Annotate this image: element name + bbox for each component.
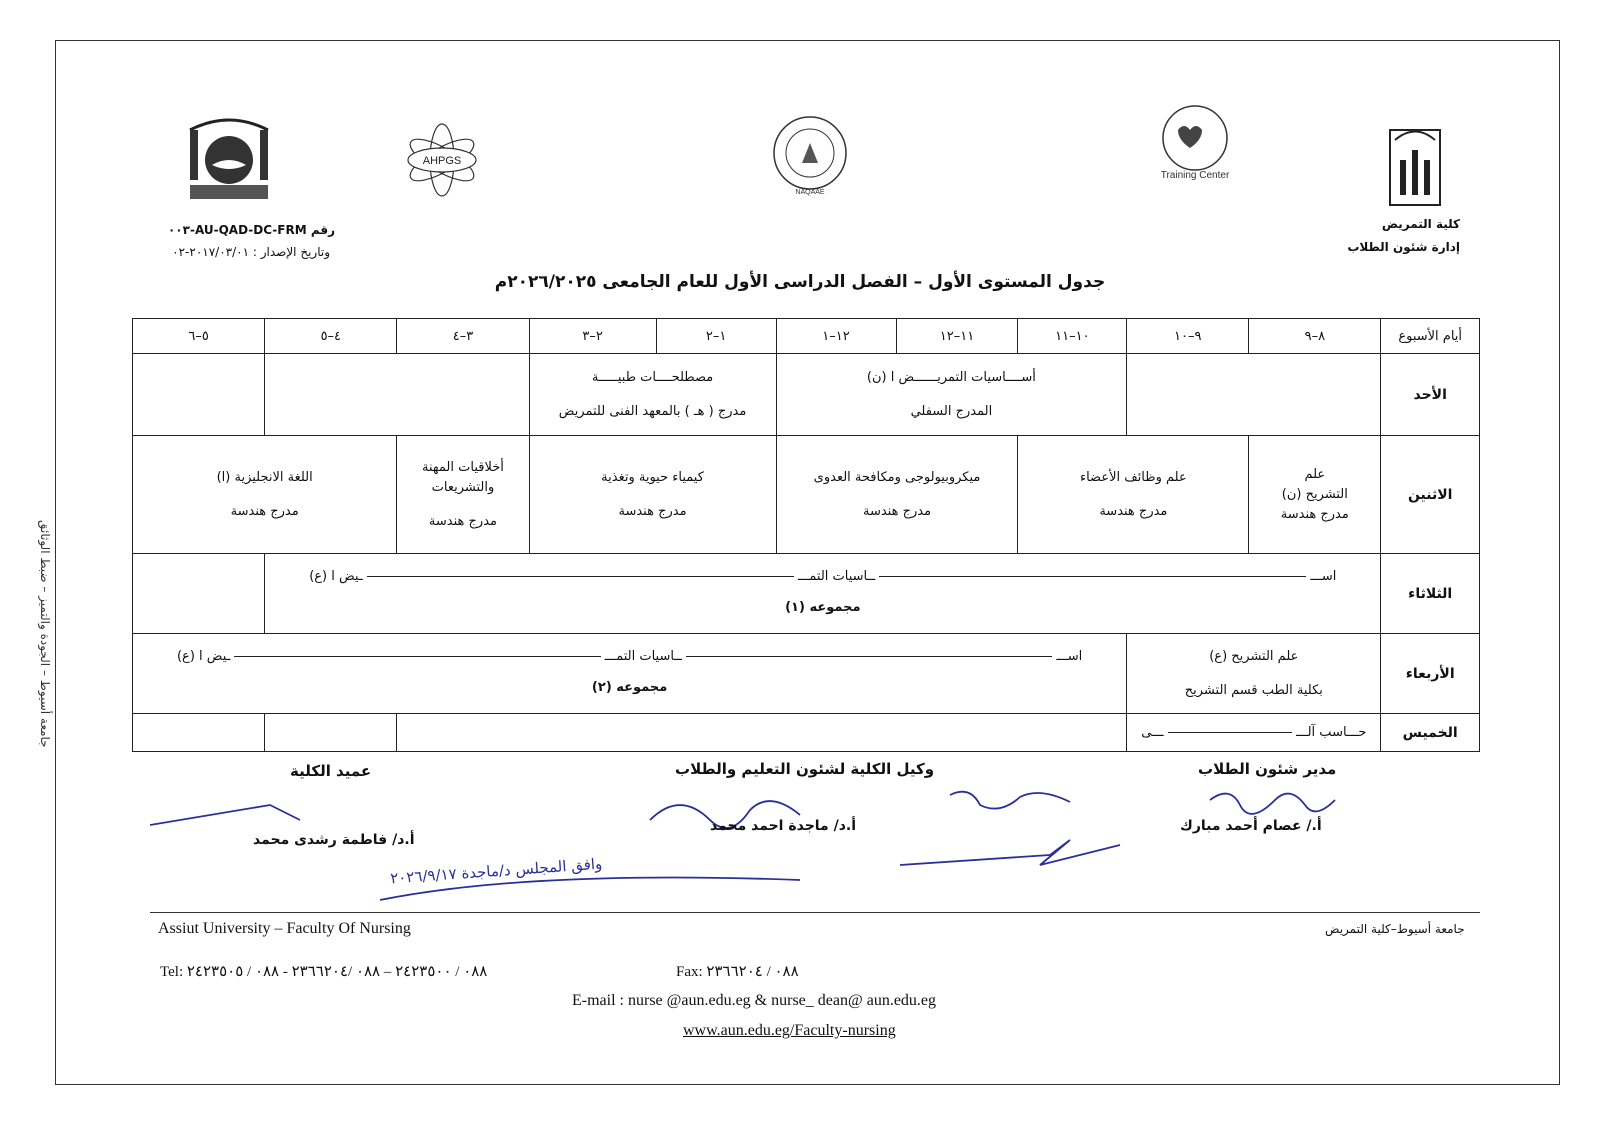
course-name: اللغة الانجليزية (ا) [216, 469, 313, 485]
day-label-sunday: الأحد [1381, 354, 1480, 436]
empty-cell [397, 714, 1127, 752]
course-name-part: ــاسيات التمـــ [797, 569, 876, 584]
course-name-part: ـــى [1141, 725, 1164, 740]
room-name: مدرج هندسة [862, 503, 932, 519]
time-slot: ٣–٤ [397, 319, 529, 354]
day-label-monday: الاثنين [1381, 436, 1480, 554]
corner-cell: أيام الأسبوع [1381, 319, 1480, 354]
signature-committee-2 [900, 840, 1120, 865]
course-name-part: اســـ [1310, 569, 1337, 584]
group-label: مجموعه (٢) [591, 680, 668, 695]
course-name-stretched [137, 649, 1122, 664]
course-name-stretched [1131, 725, 1376, 740]
empty-cell [265, 714, 397, 752]
empty-cell [265, 354, 529, 436]
footer-website-link[interactable]: www.aun.edu.eg/Faculty-nursing [683, 1022, 896, 1039]
course-name: كيمياء حيوية وتغذية [601, 469, 704, 485]
course-name: أســــاسيات التمريــــــض ا (ن) [866, 369, 1036, 385]
student-affairs-name: أ./ عصام أحمد مبارك [1180, 818, 1322, 834]
time-slot: ٥–٦ [133, 319, 265, 354]
monday-biochem-cell [529, 436, 776, 554]
room-name: مدرج ( هـ ) بالمعهد الفنى للتمريض [558, 403, 747, 419]
footer-university-en: Assiut University – Faculty Of Nursing [158, 920, 411, 937]
course-name-part: ـيض ا (ع) [309, 569, 363, 584]
course-name: علم [1304, 466, 1326, 482]
dean-title: عميد الكلية [290, 762, 372, 780]
issue-date: وتاريخ الإصدار : ٢٠١٧/٠٣/٠١-٠٢ [172, 245, 330, 259]
group-label: مجموعه (١) [785, 600, 861, 615]
training-center-logo [1150, 100, 1240, 180]
wednesday-row [133, 634, 1480, 714]
vice-dean-title: وكيل الكلية لشئون التعليم والطلاب [675, 760, 935, 778]
footer-fax: Fax: ٠٨٨ / ٢٣٦٦٢٠٤ [676, 964, 799, 980]
monday-anatomy-cell [1249, 436, 1381, 554]
footer-email[interactable]: E-mail : nurse @aun.edu.eg & nurse_ dean@ aun.edu.eg [572, 992, 937, 1009]
course-name-part: ـيض ا (ع) [176, 649, 231, 664]
empty-cell [1127, 354, 1381, 436]
day-label-thursday: الخميس [1381, 714, 1480, 752]
vice-dean-name: أ.د/ ماجدة احمد محمد [710, 818, 856, 834]
tuesday-row [133, 554, 1480, 634]
sunday-nursing-basics-cell [776, 354, 1127, 436]
day-label-wednesday: الأربعاء [1381, 634, 1480, 714]
time-header-row [133, 319, 1480, 354]
sunday-medical-terms-cell [529, 354, 776, 436]
time-slot: ٩–١٠ [1127, 319, 1249, 354]
sunday-row [133, 354, 1480, 436]
wednesday-nursing-basics-cell [133, 634, 1127, 714]
assiut-university-logo [1385, 125, 1445, 210]
course-name-part: اســـ [1056, 649, 1083, 664]
empty-cell [133, 554, 265, 634]
tuesday-nursing-basics-cell [265, 554, 1381, 634]
dean-name: أ.د/ فاطمة رشدى محمد [253, 832, 415, 848]
college-name: كلية التمريض [1381, 217, 1460, 231]
footer-divider [150, 912, 1480, 913]
time-slot: ٨–٩ [1249, 319, 1381, 354]
handwritten-signatures [150, 780, 1400, 920]
course-name: علم وظائف الأعضاء [1079, 469, 1187, 485]
empty-cell [133, 714, 265, 752]
signature-committee [950, 792, 1070, 809]
schedule-title: جدول المستوى الأول – الفصل الدراسى الأول للعام الجامعى ٢٠٢٦/٢٠٢٥م [494, 272, 1106, 292]
monday-row [133, 436, 1480, 554]
time-slot: ١١–١٢ [896, 319, 1018, 354]
student-affairs-title: مدير شئون الطلاب [1198, 760, 1337, 778]
time-slot: ١٢–١ [776, 319, 896, 354]
handwritten-approval-note: وافق المجلس د/ماجدة ٢٠٢٦/٩/١٧ [389, 854, 603, 888]
time-slot: ٤–٥ [265, 319, 397, 354]
course-name: ميكروبيولوجى ومكافحة العدوى [813, 469, 981, 485]
signature-student-affairs [1210, 794, 1335, 814]
svg-text:NAQAAE: NAQAAE [795, 189, 825, 196]
svg-text:Training Center: Training Center [1160, 170, 1230, 180]
form-number: رقم AU-QAD-DC-FRM-٠٠٣ [167, 223, 335, 237]
day-label-tuesday: الثلاثاء [1381, 554, 1480, 634]
course-name: التشريح (ن) [1281, 486, 1348, 502]
course-name-part: حـــاسب آلـــ [1296, 725, 1367, 740]
footer-university-ar: جامعة أسيوط–كلية التمريض [1325, 922, 1465, 936]
course-name: علم التشريح (ع) [1209, 648, 1299, 664]
course-name-part: ــاسيات التمـــ [604, 649, 682, 664]
room-name: مدرج هندسة [618, 503, 687, 519]
thursday-row [133, 714, 1480, 752]
wednesday-anatomy-cell [1127, 634, 1381, 714]
monday-physiology-cell [1018, 436, 1249, 554]
signature-dean [150, 805, 300, 825]
department-name: إدارة شئون الطلاب [1347, 240, 1460, 254]
room-name: مدرج هندسة [428, 513, 497, 529]
empty-cell [133, 354, 265, 436]
footer-tel: Tel: ٠٨٨ / ٢٤٢٣٥٠٠ – ٠٨٨ /٢٣٦٦٢٠٤ - ٠٨٨ / ٢٤٢٣٥٠٥ [160, 964, 488, 980]
side-stamp: جامعة أسيوط – الجودة والتميز – ضبط الوثائق [38, 520, 52, 748]
time-slot: ٢–٣ [529, 319, 656, 354]
naqaae-logo [770, 108, 850, 198]
room-name: مدرج هندسة [1099, 503, 1168, 519]
room-name: مدرج هندسة [1280, 506, 1349, 522]
course-name: أخلاقيات المهنة [422, 459, 504, 475]
course-name-stretched [269, 569, 1376, 584]
ahpgs-logo [400, 120, 485, 200]
time-slot: ١–٢ [656, 319, 776, 354]
faculty-of-nursing-logo [182, 115, 277, 205]
room-name: المدرج السفلي [910, 403, 993, 419]
svg-text:AHPGS: AHPGS [422, 155, 462, 167]
monday-micro-cell [776, 436, 1018, 554]
monday-english-cell [133, 436, 397, 554]
course-name: مصطلحــــات طبيـــــة [591, 369, 714, 385]
schedule-table [132, 318, 1480, 752]
room-name: بكلية الطب قسم التشريح [1184, 682, 1323, 698]
room-name: مدرج هندسة [230, 503, 299, 519]
monday-ethics-cell [397, 436, 529, 554]
time-slot: ١٠–١١ [1018, 319, 1127, 354]
thursday-computer-cell [1127, 714, 1381, 752]
course-name: والتشريعات [431, 479, 495, 495]
